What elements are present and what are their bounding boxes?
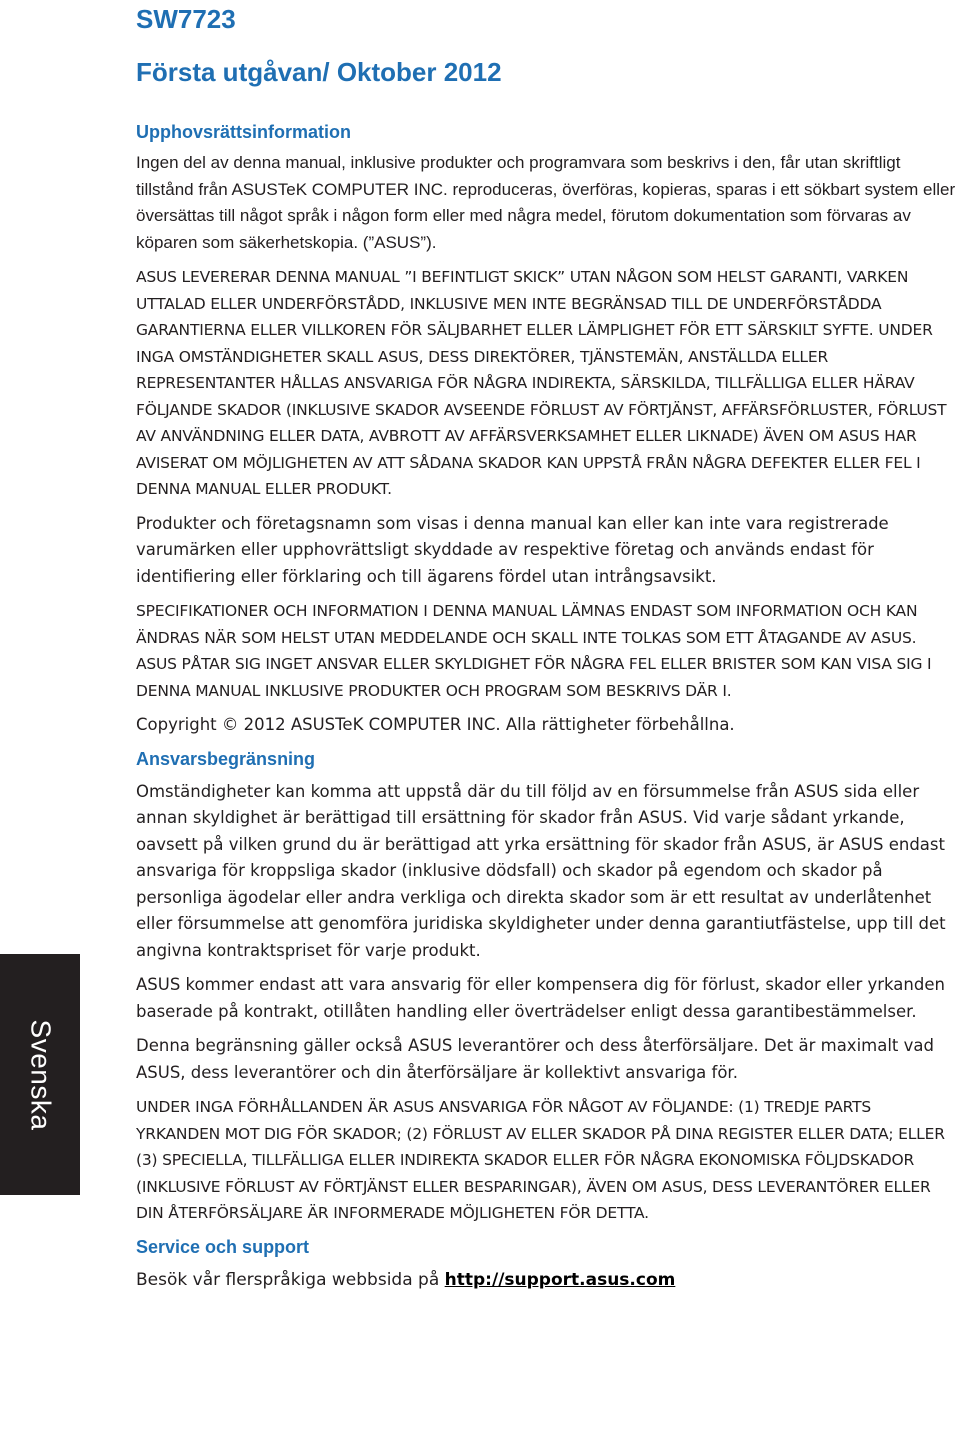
- edition-title: Första utgåvan/ Oktober 2012: [136, 57, 502, 87]
- warranty-disclaimer-paragraph: ASUS LEVERERAR DENNA MANUAL ”I BEFINTLIGT SKICK” UTAN NÅGON SOM HELST GARANTI, VARKEN UTTALAD ELLER UNDERFÖRSTÅDD, INKLUSIVE MEN INTE BEGRÄNSAD TILL DE UNDERFÖRSTÅDDA GARANTIERNA ELLER VILLKOREN FÖR SÄLJBARHET ELLER LÄMPLIGHET FÖR ETT SÄRSKILT SYFTE. UNDER INGA OMSTÄNDIGHETER SKALL ASUS, DESS DIREKTÖRER, TJÄNSTEMÄN, ANSTÄLLDA ELLER REPRESENTANTER HÅLLAS ANSVARIGA FÖR NÅGRA INDIREKTA, SÄRSKILDA, TILLFÄLLIGA ELLER HÄRAV FÖLJANDE SKADOR (INKLUSIVE SKADOR AVSEENDE FÖRLUST AV FÖRTJÄNST, AFFÄRSFÖRLUSTER, FÖRLUST AV ANVÄNDNING ELLER DATA, AVBROTT AV AFFÄRSVERKSAMHET ELLER LIKNADE) ÄVEN OM ASUS HAR AVISERAT OM MÖJLIGHETEN AV ATT SÅDANA SKADOR KAN UPPSTÅ FRÅN NÅGRA DEFEKTER ELLER FEL I DENNA MANUAL ELLER PRODUKT.: [136, 268, 947, 498]
- support-link[interactable]: http://support.asus.com: [444, 1269, 676, 1290]
- support-text: Besök vår flerspråkiga webbsida på: [136, 1269, 440, 1290]
- liability-paragraph-4: UNDER INGA FÖRHÅLLANDEN ÄR ASUS ANSVARIGA FÖR NÅGOT AV FÖLJANDE: (1) TREDJE PARTS YRKANDEN MOT DIG FÖR SKADOR; (2) FÖRLUST AV ELLER SKADOR PÅ DINA REGISTER ELLER DATA; ELLER (3) SPECIELLA, TILLFÄLLIGA ELLER INDIREKTA SKADOR ELLER FÖR NÅGRA EKONOMISKA FÖLJDSKADOR (INKLUSIVE FÖRLUST AV FÖRTJÄNST ELLER BESPARINGAR), ÄVEN OM ASUS, DESS LEVERANTÖRER ELLER DIN ÅTERFÖRSÄLJARE ÄR INFORMERADE MÖJLIGHETEN FÖR DETTA.: [136, 1098, 945, 1222]
- trademark-paragraph: Produkter och företagsnamn som visas i denna manual kan eller kan inte vara registrerade varumärken eller upphovrättsligt skyddade av respektive företag och används endast för identifiering eller förklaring och till ägarens fördel utan intrångsavsikt.: [136, 513, 889, 586]
- section-heading-copyright: Upphovsrättsinformation: [136, 122, 352, 142]
- support-line: [136, 1267, 956, 1293]
- language-side-tab: [0, 954, 80, 1195]
- liability-paragraph-2: ASUS kommer endast att vara ansvarig för eller kompensera dig för förlust, skador eller yrkanden baserade på kontrakt, otillåten handling eller överträdelser enligt dessa garantibestämmelser.: [136, 975, 945, 1021]
- model-title: SW7723: [136, 4, 236, 34]
- section-heading-liability: Ansvarsbegränsning: [136, 748, 316, 769]
- section-heading-support: Service och support: [136, 1236, 310, 1257]
- liability-paragraph-3: Denna begränsning gäller också ASUS leverantörer och dess återförsäljare. Det är maximalt vad ASUS, dess leverantörer och din återförsäljare är kollektivt ansvariga för.: [136, 1036, 934, 1082]
- liability-paragraph-1: Omständigheter kan komma att uppstå där du till följd av en försummelse från ASUS sida eller annan skyldighet är berättigad till ersättning för skador från ASUS. Vid varje sådant yrkande, oavsett på vilken grund du är berättigad att yrka ersättning för skador från ASUS, är ASUS endast ansvariga för kroppsliga skador (inklusive dödsfall) och skador på egendom och skador på personliga ägodelar eller andra verkliga och direkta skador som är ett resultat av underlåtenhet eller försummelse att genomföra juridiska skyldigheter under denna garantiutfästelse, upp till det angivna kontraktspriset för varje produkt.: [136, 781, 946, 960]
- specifications-paragraph: SPECIFIKATIONER OCH INFORMATION I DENNA MANUAL LÄMNAS ENDAST SOM INFORMATION OCH KAN ÄNDRAS NÄR SOM HELST UTAN MEDDELANDE OCH SKALL INTE TOLKAS SOM ETT ÅTAGANDE AV ASUS. ASUS PÅTAR SIG INGET ANSVAR ELLER SKYLDIGHET FÖR NÅGRA FEL ELLER BRISTER SOM KAN VISA SIG I DENNA MANUAL INKLUSIVE PRODUKTER OCH PROGRAM SOM BESKRIVS DÄR I.: [136, 602, 932, 700]
- copyright-paragraph: Ingen del av denna manual, inklusive produkter och programvara som beskrivs i den, får utan skriftligt tillstånd från ASUSTeK COMPUTER INC. reproduceras, överföras, kopieras, sparas i ett sökbart system eller översättas till något språk i någon form eller med några medel, förutom dokumentation som förvaras av köparen som säkerhetskopia. (”ASUS”).: [136, 153, 956, 252]
- language-label: Svenska: [25, 1019, 56, 1130]
- document-body: [136, 120, 956, 1293]
- copyright-notice: Copyright © 2012 ASUSTeK COMPUTER INC. Alla rättigheter förbehållna.: [136, 715, 735, 734]
